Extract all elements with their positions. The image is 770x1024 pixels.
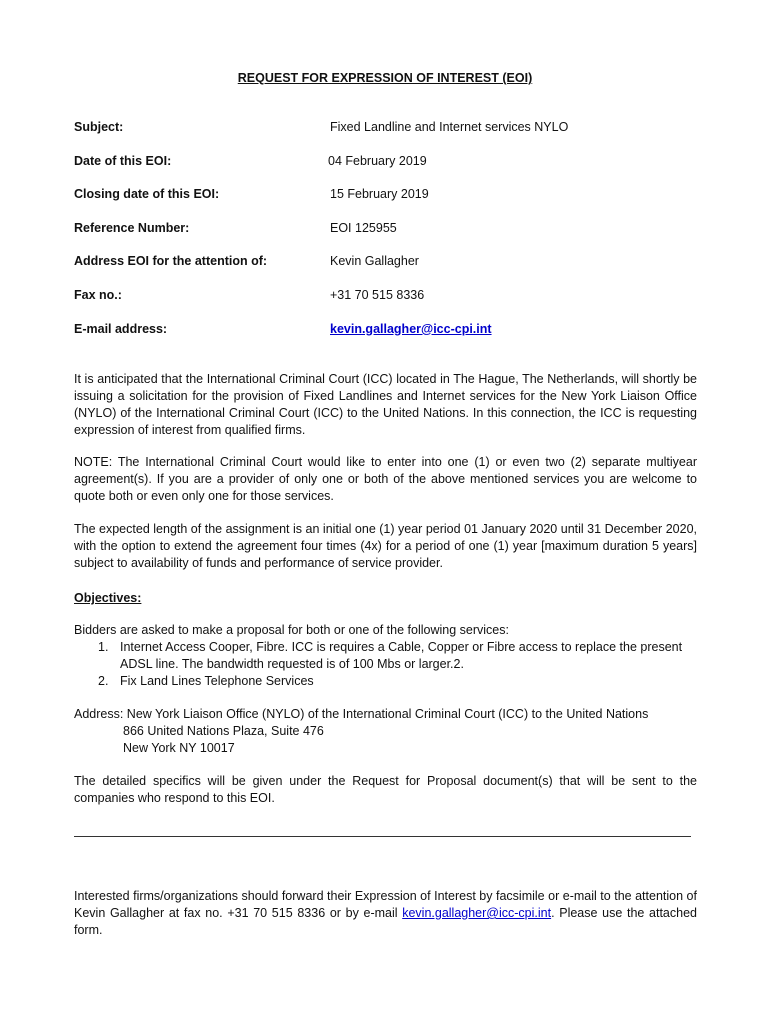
closing-text: Interested firms/organizations should forward their Expression of Interest by facsimile or e-mail to the attention of Kevin Gallagher at fax no. +31 70 515 8336 or by e-mail — [74, 889, 697, 920]
field-label: Closing date of this EOI: — [74, 187, 220, 202]
field-value: 04 February 2019 — [328, 153, 427, 168]
list-item — [74, 673, 697, 690]
field-reference-number — [74, 220, 714, 254]
closing-text-end: . Please use the attached form. — [74, 906, 697, 937]
email-link[interactable]: kevin.gallagher@icc-cpi.int — [330, 321, 492, 336]
field-label: Address EOI for the attention of: — [74, 254, 268, 269]
closing-paragraph — [74, 888, 697, 939]
field-value: Fixed Landline and Internet services NYLO — [330, 120, 569, 134]
field-closing-date — [74, 186, 714, 220]
field-label: Date of this EOI: — [74, 153, 172, 168]
field-date — [74, 153, 714, 187]
field-label: E-mail address: — [74, 321, 168, 336]
eoi-details — [74, 119, 714, 354]
field-value: Kevin Gallagher — [330, 254, 419, 269]
field-email — [74, 321, 714, 355]
objectives-list — [74, 639, 697, 690]
field-label: Fax no.: — [74, 287, 122, 302]
field-value: +31 70 515 8336 — [330, 287, 425, 302]
page-title: REQUEST FOR EXPRESSION OF INTEREST (EOI) — [237, 71, 533, 85]
objectives-intro: Bidders are asked to make a proposal for both or one of the following services: — [74, 623, 509, 637]
field-value: EOI 125955 — [330, 220, 397, 235]
field-value: 15 February 2019 — [330, 187, 429, 202]
field-attention — [74, 253, 714, 287]
intro-paragraph: It is anticipated that the International Criminal Court (ICC) located in The Hague, The Netherlands, will shortly be issuing a solicitation for the provision of Fixed Landlines and Internet services for the New York Liaison Office (NYLO) of the International Criminal Court (ICC) to the United Nations. In this connection, the ICC is requesting expression of interest from qualified firms. — [74, 372, 697, 437]
objectives-heading: Objectives: — [74, 591, 142, 605]
address-line: Address: New York Liaison Office (NYLO) of the International Criminal Court (ICC) to the United Nations — [74, 707, 649, 721]
address-line: New York NY 10017 — [123, 741, 235, 755]
field-label: Reference Number: — [74, 220, 190, 235]
specifics-paragraph: The detailed specifics will be given under the Request for Proposal document(s) that will be sent to the companies who respond to this EOI. — [74, 774, 697, 805]
list-number: 2. — [98, 674, 109, 688]
field-fax — [74, 287, 714, 321]
address-line: 866 United Nations Plaza, Suite 476 — [123, 724, 324, 738]
field-subject — [74, 119, 714, 153]
length-paragraph: The expected length of the assignment is an initial one (1) year period 01 January 2020 until 31 December 2020, with the option to extend the agreement four times (4x) for a period of one (1) year [maximum duration 5 years] subject to availability of funds and performance of service provider. — [74, 522, 697, 570]
note-paragraph: NOTE: The International Criminal Court would like to enter into one (1) or even two (2) separate multiyear agreement(s). If you are a provider of only one or both of the above mentioned services you are welcome to quote both or even only one for those services. — [74, 455, 697, 503]
list-number: 1. — [98, 640, 109, 654]
address-block — [74, 706, 714, 757]
list-item — [74, 639, 697, 673]
list-item-text: Internet Access Cooper, Fibre. ICC is requires a Cable, Copper or Fibre access to replace the present ADSL line. The bandwidth requested is of 100 Mbs or larger.2. — [120, 640, 683, 671]
field-label: Subject: — [74, 120, 124, 134]
divider — [74, 836, 691, 837]
list-item-text: Fix Land Lines Telephone Services — [120, 674, 314, 688]
closing-email-link[interactable]: kevin.gallagher@icc-cpi.int — [402, 906, 552, 920]
